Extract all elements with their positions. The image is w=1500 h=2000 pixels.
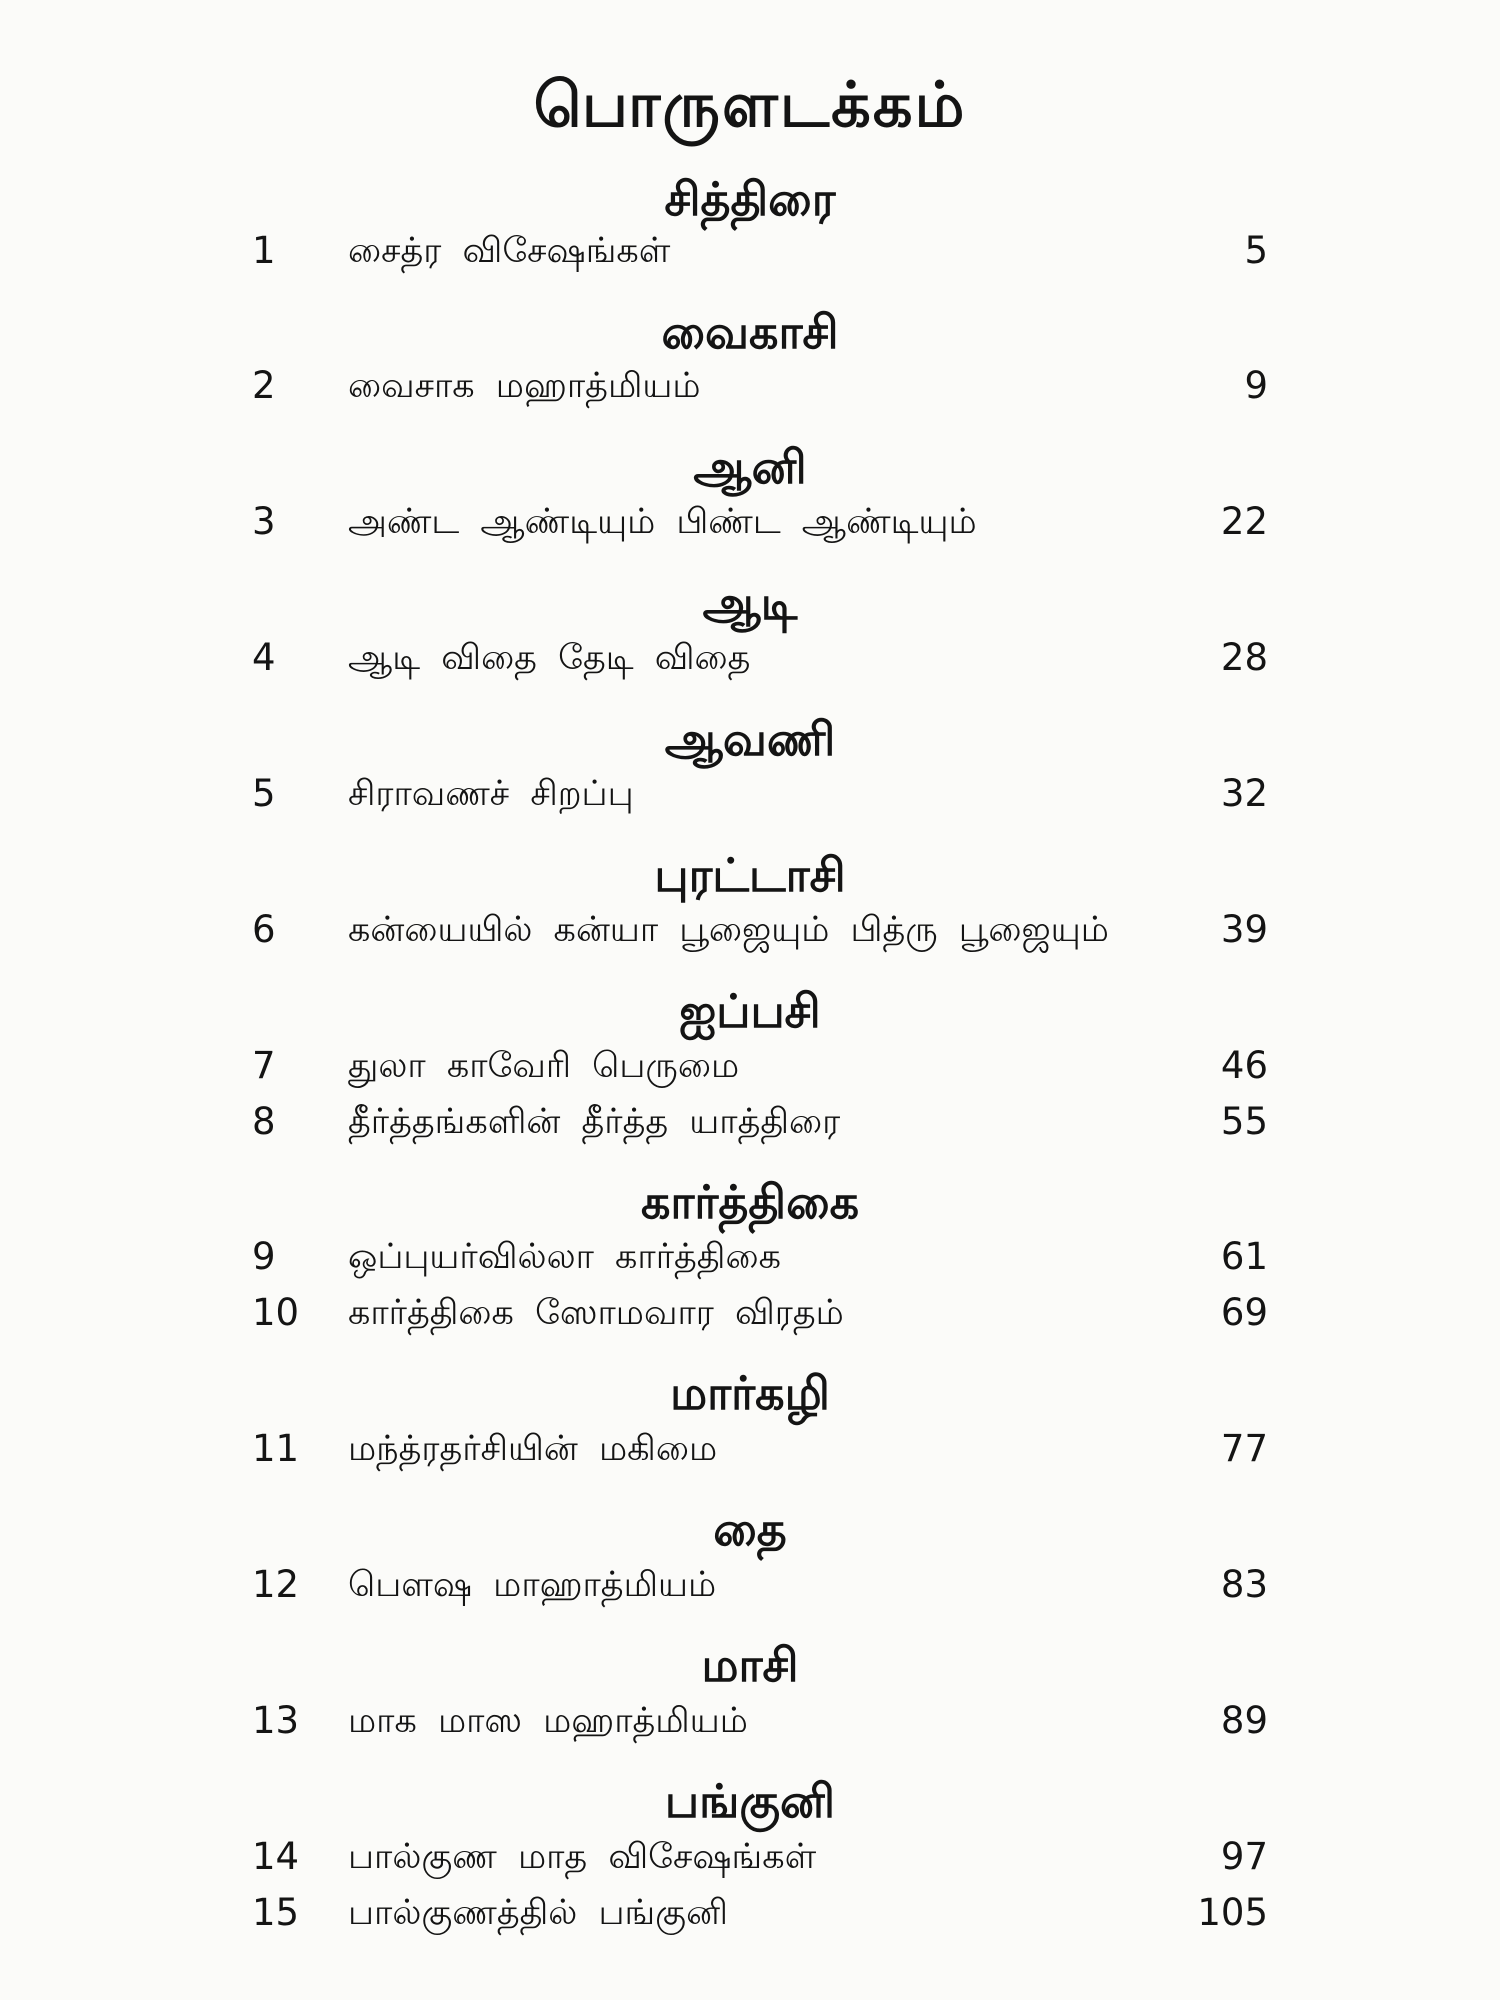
entry-page-number: 89 bbox=[1220, 1699, 1268, 1742]
page-title: பொருளடக்கம் bbox=[533, 68, 967, 141]
toc-entry[interactable] bbox=[0, 495, 1500, 549]
entry-title: பால்குணத்தில் பங்குனி bbox=[348, 1893, 728, 1933]
toc-entry[interactable] bbox=[0, 359, 1500, 413]
entry-title: மந்த்ரதர்சியின் மகிமை bbox=[348, 1429, 718, 1469]
entry-title: துலா காவேரி பெருமை bbox=[348, 1046, 740, 1086]
entry-number: 13 bbox=[252, 1699, 300, 1742]
entry-number: 7 bbox=[252, 1044, 276, 1087]
entry-title: ஒப்புயர்வில்லா கார்த்திகை bbox=[348, 1237, 781, 1277]
toc-entry[interactable] bbox=[0, 1039, 1500, 1093]
entry-page-number: 22 bbox=[1220, 500, 1268, 543]
entry-title: வைசாக மஹாத்மியம் bbox=[348, 366, 701, 406]
entry-title: தீர்த்தங்களின் தீர்த்த யாத்திரை bbox=[348, 1102, 841, 1142]
entry-number: 2 bbox=[252, 364, 276, 407]
toc-entry[interactable] bbox=[0, 1694, 1500, 1748]
entry-page-number: 32 bbox=[1220, 772, 1268, 815]
entry-number: 9 bbox=[252, 1235, 276, 1278]
entry-title: ஆடி விதை தேடி விதை bbox=[348, 638, 751, 678]
entry-page-number: 46 bbox=[1220, 1044, 1268, 1087]
entry-title: பால்குண மாத விசேஷங்கள் bbox=[348, 1837, 817, 1877]
toc-entry[interactable] bbox=[0, 767, 1500, 821]
entry-number: 14 bbox=[252, 1835, 300, 1878]
toc-entry[interactable] bbox=[0, 1422, 1500, 1476]
entry-number: 6 bbox=[252, 908, 276, 951]
toc-entry[interactable] bbox=[0, 224, 1500, 278]
entry-page-number: 28 bbox=[1220, 636, 1268, 679]
month-heading: ஆடி bbox=[702, 576, 798, 630]
month-heading: தை bbox=[713, 1502, 787, 1556]
toc-entry[interactable] bbox=[0, 1230, 1500, 1284]
month-heading: வைகாசி bbox=[661, 305, 839, 359]
entry-title: மாக மாஸ மஹாத்மியம் bbox=[348, 1701, 748, 1741]
entry-number: 1 bbox=[252, 229, 276, 272]
toc-entry[interactable] bbox=[0, 631, 1500, 685]
entry-number: 5 bbox=[252, 772, 276, 815]
entry-title: சிராவணச் சிறப்பு bbox=[348, 774, 634, 814]
entry-page-number: 55 bbox=[1220, 1100, 1268, 1143]
entry-title: கன்யையில் கன்யா பூஜையும் பித்ரு பூஜையும் bbox=[348, 910, 1109, 950]
entry-number: 12 bbox=[252, 1563, 300, 1606]
month-heading: மாசி bbox=[701, 1638, 799, 1692]
toc-entry[interactable] bbox=[0, 1830, 1500, 1884]
toc-entry[interactable] bbox=[0, 1286, 1500, 1340]
entry-title: சைத்ர விசேஷங்கள் bbox=[348, 231, 671, 271]
entry-page-number: 5 bbox=[1244, 229, 1268, 272]
entry-page-number: 39 bbox=[1220, 908, 1268, 951]
toc-entry[interactable] bbox=[0, 903, 1500, 957]
toc-entry[interactable] bbox=[0, 1095, 1500, 1149]
month-heading: பங்குனி bbox=[664, 1774, 836, 1828]
entry-page-number: 9 bbox=[1244, 364, 1268, 407]
entry-number: 4 bbox=[252, 636, 276, 679]
entry-number: 10 bbox=[252, 1291, 300, 1334]
entry-page-number: 83 bbox=[1220, 1563, 1268, 1606]
entry-title: பௌஷ மாஹாத்மியம் bbox=[348, 1565, 717, 1605]
month-heading: ஆனி bbox=[693, 440, 807, 494]
entry-page-number: 105 bbox=[1197, 1891, 1268, 1934]
toc-entry[interactable] bbox=[0, 1558, 1500, 1612]
entry-page-number: 61 bbox=[1220, 1235, 1268, 1278]
month-heading: புரட்டாசி bbox=[654, 848, 846, 902]
entry-page-number: 97 bbox=[1220, 1835, 1268, 1878]
entry-title: கார்த்திகை ஸோமவார விரதம் bbox=[348, 1293, 844, 1333]
entry-page-number: 69 bbox=[1220, 1291, 1268, 1334]
entry-number: 3 bbox=[252, 500, 276, 543]
month-heading: ஐப்பசி bbox=[679, 984, 821, 1038]
entry-number: 8 bbox=[252, 1100, 276, 1143]
month-heading: மார்கழி bbox=[670, 1366, 830, 1420]
month-heading: சித்திரை bbox=[664, 172, 836, 226]
entry-number: 11 bbox=[252, 1427, 300, 1470]
entry-number: 15 bbox=[252, 1891, 300, 1934]
month-heading: கார்த்திகை bbox=[640, 1175, 860, 1229]
entry-page-number: 77 bbox=[1220, 1427, 1268, 1470]
toc-entry[interactable] bbox=[0, 1886, 1500, 1940]
month-heading: ஆவணி bbox=[664, 712, 836, 766]
entry-title: அண்ட ஆண்டியும் பிண்ட ஆண்டியும் bbox=[348, 502, 977, 542]
